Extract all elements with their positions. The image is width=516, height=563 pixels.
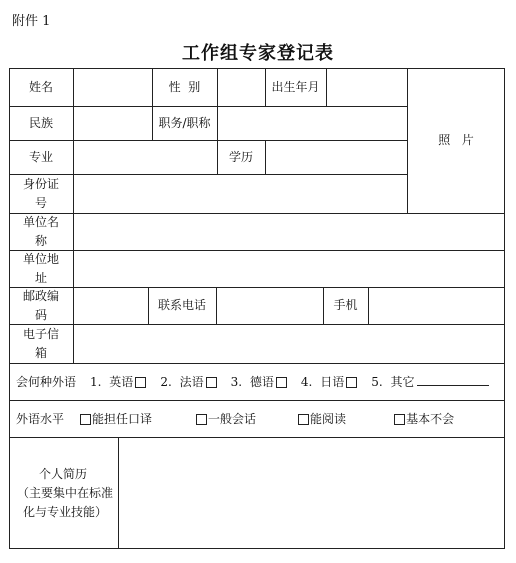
id-card-field[interactable] [74, 174, 407, 213]
checkbox-icon[interactable] [346, 377, 357, 388]
email-label: 电子信箱 [22, 327, 59, 360]
form-title: 工作组专家登记表 [182, 43, 334, 64]
resume-title: 个人简历 [38, 467, 87, 481]
birth-label: 出生年月 [271, 79, 320, 94]
name-label: 姓名 [28, 79, 53, 94]
unit-name-field[interactable] [74, 213, 505, 250]
photo-label[interactable]: 照 片 [438, 133, 474, 147]
option-other[interactable]: 5. 其它 [371, 373, 488, 390]
mobile-field[interactable] [369, 287, 505, 324]
level-row [16, 400, 454, 437]
level-label: 外语水平 [16, 412, 65, 426]
postcode-field[interactable] [74, 287, 148, 324]
major-field[interactable] [74, 140, 217, 174]
languages-row [16, 363, 489, 400]
checkbox-icon[interactable] [80, 414, 91, 425]
checkbox-icon[interactable] [298, 414, 309, 425]
ethnicity-label: 民族 [28, 115, 53, 130]
checkbox-icon[interactable] [276, 377, 287, 388]
ethnicity-field[interactable] [74, 106, 152, 140]
id-card-label: 身份证号 [22, 177, 59, 210]
level-option-none[interactable]: 基本不会 [394, 410, 454, 427]
checkbox-icon[interactable] [135, 377, 146, 388]
birth-field[interactable] [327, 68, 407, 106]
checkbox-icon[interactable] [206, 377, 217, 388]
postcode-label: 邮政编码 [22, 289, 59, 322]
checkbox-icon[interactable] [196, 414, 207, 425]
resume-note: （主要集中在标准化与专业技能） [16, 486, 113, 519]
phone-field[interactable] [217, 287, 323, 324]
unit-name-label: 单位名称 [22, 215, 59, 248]
major-label: 专业 [28, 149, 53, 164]
level-option-conversation[interactable]: 一般会话 [196, 410, 256, 427]
option-german[interactable]: 3. 德语 [231, 373, 289, 390]
mobile-label: 手机 [333, 298, 358, 312]
languages-label: 会何种外语 [16, 375, 77, 389]
unit-address-label: 单位地址 [22, 252, 59, 285]
option-japanese[interactable]: 4. 日语 [301, 373, 359, 390]
name-field[interactable] [74, 68, 152, 106]
other-language-blank[interactable] [417, 373, 489, 386]
gender-label: 性 别 [168, 79, 201, 94]
checkbox-icon[interactable] [394, 414, 405, 425]
gender-field[interactable] [218, 68, 265, 106]
education-field[interactable] [266, 140, 407, 174]
position-field[interactable] [218, 106, 407, 140]
email-field[interactable] [74, 324, 505, 363]
phone-label: 联系电话 [157, 298, 206, 312]
annex-label: 附件 1 [12, 14, 51, 29]
position-label: 职务/职称 [158, 115, 211, 130]
unit-address-field[interactable] [74, 250, 505, 287]
option-french[interactable]: 2. 法语 [160, 373, 218, 390]
resume-field[interactable] [119, 437, 505, 549]
option-english[interactable]: 1. 英语 [90, 373, 148, 390]
level-option-interpret[interactable]: 能担任口译 [80, 410, 152, 427]
level-option-reading[interactable]: 能阅读 [298, 410, 346, 427]
education-label: 学历 [228, 149, 253, 164]
